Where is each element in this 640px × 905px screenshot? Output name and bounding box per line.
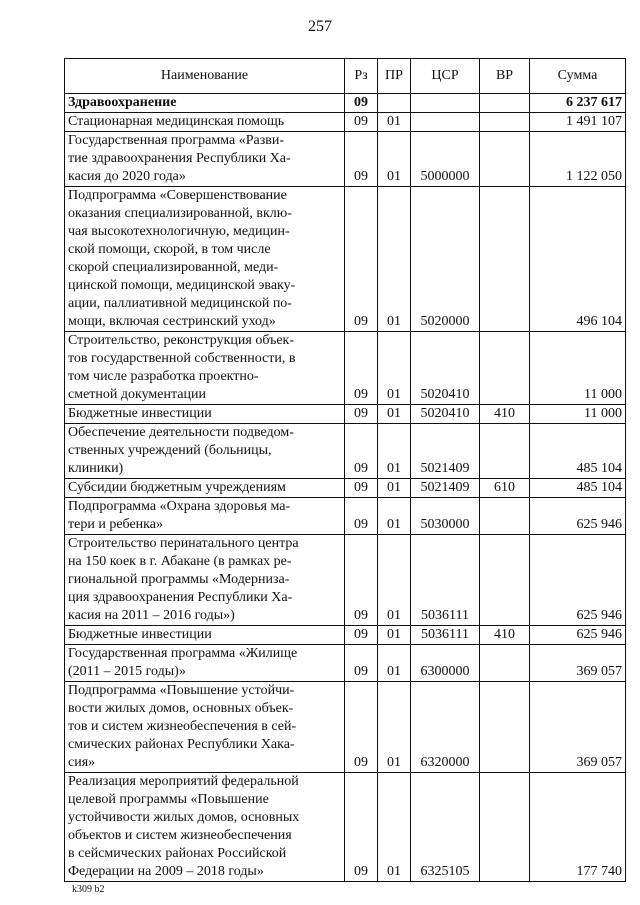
cell-vr bbox=[480, 332, 530, 405]
cell-pr: 01 bbox=[378, 773, 411, 882]
cell-vr bbox=[480, 187, 530, 332]
cell-sum: 6 237 617 bbox=[530, 94, 626, 113]
table-row bbox=[65, 187, 626, 332]
table-header-row bbox=[65, 59, 626, 94]
cell-sum: 485 104 bbox=[530, 479, 626, 498]
table-row bbox=[65, 773, 626, 882]
cell-name: Подпрограмма «Совершенствование оказания специализированной, вклю- чая высокотехнологичную, медицин- ской помощи, скорой, в том числе скорой специализированной, меди- цинской помощи, медицинской эваку- ации, паллиативной медицинской по- мощи, включая сестринский уход» bbox=[65, 187, 345, 332]
cell-csr bbox=[411, 94, 480, 113]
cell-rz: 09 bbox=[345, 113, 378, 132]
cell-rz: 09 bbox=[345, 405, 378, 424]
cell-rz: 09 bbox=[345, 498, 378, 535]
cell-vr bbox=[480, 682, 530, 773]
cell-sum: 625 946 bbox=[530, 626, 626, 645]
cell-csr: 5021409 bbox=[411, 479, 480, 498]
cell-name: Строительство, реконструкция объек- тов государственной собственности, в том числе разработка проектно- сметной документации bbox=[65, 332, 345, 405]
page-number: 257 bbox=[308, 18, 332, 35]
table-row bbox=[65, 94, 626, 113]
table-row bbox=[65, 498, 626, 535]
cell-sum: 1 491 107 bbox=[530, 113, 626, 132]
header-sum: Сумма bbox=[530, 59, 626, 94]
cell-name: Государственная программа «Разви- тие здравоохранения Республики Ха- касия до 2020 года» bbox=[65, 132, 345, 187]
cell-csr: 5020410 bbox=[411, 332, 480, 405]
cell-name: Обеспечение деятельности подведом- ственных учреждений (больницы, клиники) bbox=[65, 424, 345, 479]
budget-table bbox=[64, 58, 626, 882]
cell-name: Государственная программа «Жилище (2011 – 2015 годы)» bbox=[65, 645, 345, 682]
table-row bbox=[65, 405, 626, 424]
cell-csr: 6320000 bbox=[411, 682, 480, 773]
cell-rz: 09 bbox=[345, 682, 378, 773]
cell-rz: 09 bbox=[345, 332, 378, 405]
cell-pr: 01 bbox=[378, 645, 411, 682]
cell-pr: 01 bbox=[378, 113, 411, 132]
table-row bbox=[65, 535, 626, 626]
cell-rz: 09 bbox=[345, 132, 378, 187]
cell-name: Реализация мероприятий федеральной целевой программы «Повышение устойчивости жилых домов, основных объектов и систем жизнеобеспечения в сейсмических районах Российской Федерации на 2009 – 2018 годы» bbox=[65, 773, 345, 882]
table-row bbox=[65, 626, 626, 645]
cell-name: Субсидии бюджетным учреждениям bbox=[65, 479, 345, 498]
cell-rz: 09 bbox=[345, 645, 378, 682]
cell-pr: 01 bbox=[378, 498, 411, 535]
cell-pr: 01 bbox=[378, 405, 411, 424]
table-row bbox=[65, 424, 626, 479]
table-row bbox=[65, 645, 626, 682]
table-row bbox=[65, 332, 626, 405]
cell-csr: 6300000 bbox=[411, 645, 480, 682]
cell-csr: 5030000 bbox=[411, 498, 480, 535]
table-row bbox=[65, 132, 626, 187]
cell-name: Строительство перинатального центра на 150 коек в г. Абакане (в рамках ре- гиональной программы «Модерниза- ция здравоохранения Республики Ха- касия на 2011 – 2016 годы») bbox=[65, 535, 345, 626]
cell-csr: 5021409 bbox=[411, 424, 480, 479]
cell-sum: 625 946 bbox=[530, 498, 626, 535]
cell-rz: 09 bbox=[345, 94, 378, 113]
cell-vr: 410 bbox=[480, 405, 530, 424]
cell-vr bbox=[480, 424, 530, 479]
cell-name: Стационарная медицинская помощь bbox=[65, 113, 345, 132]
header-rz: Рз bbox=[345, 59, 378, 94]
cell-name: Подпрограмма «Повышение устойчи- вости жилых домов, основных объек- тов и систем жизнеобеспечения в сей- смических районах Республики Хака- сия» bbox=[65, 682, 345, 773]
cell-pr: 01 bbox=[378, 424, 411, 479]
header-pr: ПР bbox=[378, 59, 411, 94]
footer-code: k309 b2 bbox=[72, 884, 105, 895]
cell-rz: 09 bbox=[345, 535, 378, 626]
cell-rz: 09 bbox=[345, 424, 378, 479]
cell-sum: 369 057 bbox=[530, 645, 626, 682]
cell-pr: 01 bbox=[378, 535, 411, 626]
cell-pr: 01 bbox=[378, 332, 411, 405]
table-row bbox=[65, 479, 626, 498]
cell-vr bbox=[480, 645, 530, 682]
cell-sum: 11 000 bbox=[530, 405, 626, 424]
cell-csr: 5036111 bbox=[411, 535, 480, 626]
cell-sum: 496 104 bbox=[530, 187, 626, 332]
header-name: Наименование bbox=[65, 59, 345, 94]
cell-vr: 410 bbox=[480, 626, 530, 645]
cell-pr: 01 bbox=[378, 682, 411, 773]
cell-csr: 5020410 bbox=[411, 405, 480, 424]
cell-rz: 09 bbox=[345, 773, 378, 882]
cell-vr: 610 bbox=[480, 479, 530, 498]
table-row bbox=[65, 113, 626, 132]
cell-pr bbox=[378, 94, 411, 113]
cell-sum: 1 122 050 bbox=[530, 132, 626, 187]
cell-vr bbox=[480, 132, 530, 187]
table-row bbox=[65, 682, 626, 773]
cell-name: Здравоохранение bbox=[65, 94, 345, 113]
cell-sum: 177 740 bbox=[530, 773, 626, 882]
cell-csr: 6325105 bbox=[411, 773, 480, 882]
cell-vr bbox=[480, 773, 530, 882]
cell-pr: 01 bbox=[378, 479, 411, 498]
cell-pr: 01 bbox=[378, 187, 411, 332]
cell-csr: 5000000 bbox=[411, 132, 480, 187]
cell-sum: 11 000 bbox=[530, 332, 626, 405]
cell-rz: 09 bbox=[345, 187, 378, 332]
cell-sum: 369 057 bbox=[530, 682, 626, 773]
cell-csr bbox=[411, 113, 480, 132]
header-vr: ВР bbox=[480, 59, 530, 94]
cell-sum: 485 104 bbox=[530, 424, 626, 479]
cell-csr: 5036111 bbox=[411, 626, 480, 645]
cell-pr: 01 bbox=[378, 132, 411, 187]
header-csr: ЦСР bbox=[411, 59, 480, 94]
cell-name: Подпрограмма «Охрана здоровья ма- тери и ребенка» bbox=[65, 498, 345, 535]
cell-sum: 625 946 bbox=[530, 535, 626, 626]
cell-rz: 09 bbox=[345, 479, 378, 498]
cell-vr bbox=[480, 498, 530, 535]
cell-pr: 01 bbox=[378, 626, 411, 645]
cell-name: Бюджетные инвестиции bbox=[65, 405, 345, 424]
cell-rz: 09 bbox=[345, 626, 378, 645]
cell-name: Бюджетные инвестиции bbox=[65, 626, 345, 645]
cell-vr bbox=[480, 94, 530, 113]
cell-csr: 5020000 bbox=[411, 187, 480, 332]
cell-vr bbox=[480, 113, 530, 132]
cell-vr bbox=[480, 535, 530, 626]
